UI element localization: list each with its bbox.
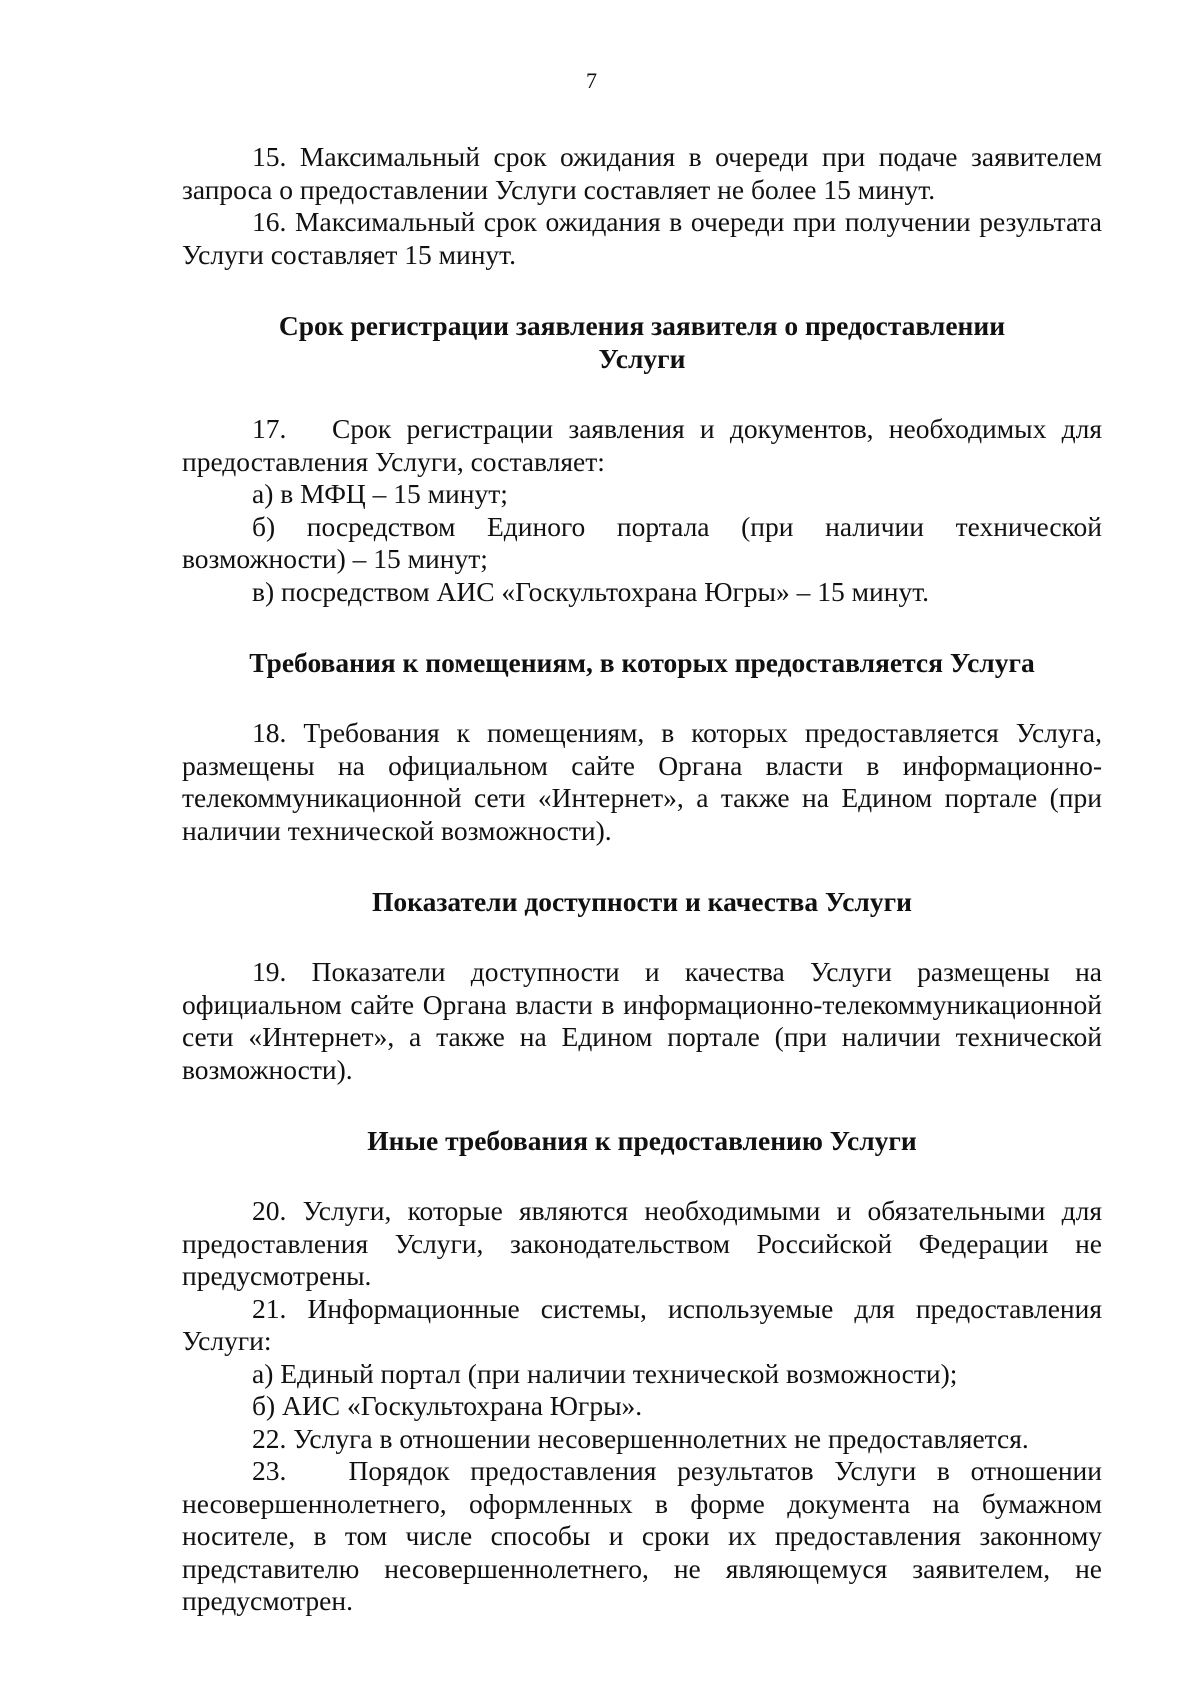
section-heading-registration-line1: Срок регистрации заявления заявителя о предоставлении xyxy=(278,310,1006,341)
paragraph-23: 23. Порядок предоставления результатов Услуги в отношении несовершеннолетнего, оформленных в форме документа на бумажном носителе, в том числе способы и сроки их предоставления законному представителю несовершеннолетнего, не являющемуся заявителем, не предусмотрен. xyxy=(182,1455,1109,1616)
paragraph-21-item-b: б) АИС «Госкультохрана Югры». xyxy=(252,1390,643,1421)
section-heading-premises: Требования к помещениям, в которых предоставляется Услуга xyxy=(249,647,1035,678)
document-body xyxy=(182,141,1109,1618)
section-heading-other-requirements: Иные требования к предоставлению Услуги xyxy=(367,1125,917,1156)
paragraph-17-item-a: а) в МФЦ – 15 минут; xyxy=(252,478,508,509)
paragraph-17-item-c: в) посредством АИС «Госкультохрана Югры» – 15 минут. xyxy=(252,575,930,607)
paragraph-19: 19. Показатели доступности и качества Услуги размещены на официальном сайте Органа власти в информационно-телекоммуникационной сети «Интернет», а также на Едином портале (при наличии технической возможности). xyxy=(182,956,1102,1085)
paragraph-22: 22. Услуга в отношении несовершеннолетних не предоставляется. xyxy=(252,1422,1029,1454)
section-heading-registration-line2: Услуги xyxy=(598,343,686,374)
paragraph-18: 18. Требования к помещениям, в которых предоставляется Услуга, размещены на официальном сайте Органа власти в информационно-телекоммуникационной сети «Интернет», а также на Едином портале (при наличии технической возможности). xyxy=(182,717,1102,846)
paragraph-21-item-a: а) Единый портал (при наличии технической возможности); xyxy=(252,1357,958,1389)
paragraph-16: 16. Максимальный срок ожидания в очереди при получении результата Услуги составляет 15 минут. xyxy=(182,206,1102,270)
paragraph-15: 15. Максимальный срок ожидания в очереди при подаче заявителем запроса о предоставлении Услуги составляет не более 15 минут. xyxy=(182,141,1102,205)
paragraph-20: 20. Услуги, которые являются необходимыми и обязательными для предоставления Услуги, законодательством Российской Федерации не предусмотрены. xyxy=(182,1195,1102,1291)
page-number: 7 xyxy=(586,68,597,93)
paragraph-21: 21. Информационные системы, используемые для предоставления Услуги: xyxy=(182,1292,1102,1356)
paragraph-17-item-b: б) посредством Единого портала (при наличии технической возможности) – 15 минут; xyxy=(182,510,1102,574)
section-heading-registration xyxy=(182,309,1102,375)
section-heading-quality: Показатели доступности и качества Услуги xyxy=(372,886,912,917)
paragraph-17: 17. Срок регистрации заявления и документов, необходимых для предоставления Услуги, составляет: xyxy=(182,413,1109,477)
